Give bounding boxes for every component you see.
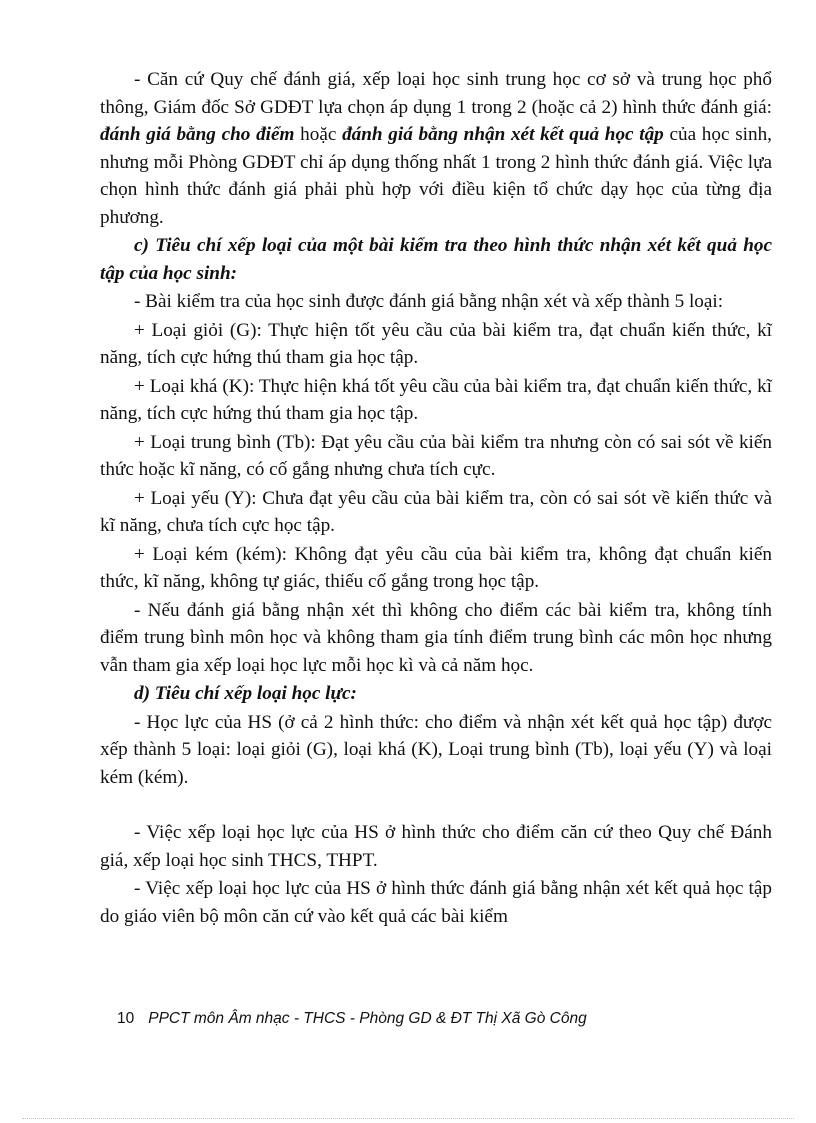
paragraph-text: của học sinh, nhưng mỗi Phòng GDĐT chỉ áp dụng thống nhất 1 trong 2 hình thức đánh giá. Việc lựa chọn hình thức đánh giá phải phù hợp với điều kiện tổ chức dạy học của từng địa phương. [100, 124, 772, 228]
paragraph-score-classification: - Việc xếp loại học lực của HS ở hình thức cho điểm căn cứ theo Quy chế Đánh giá, xếp loại học sinh THCS, THPT. [100, 822, 772, 871]
paragraph-comment-no-score: - Nếu đánh giá bằng nhận xét thì không cho điểm các bài kiểm tra, không tính điểm trung bình môn học và không tham gia tính điểm trung bình các môn học nhưng vẫn tham gia xếp loại học lực mỗi học kì và cả năm học. [100, 599, 772, 676]
list-item-grade-average: + Loại trung bình (Tb): Đạt yêu cầu của bài kiểm tra nhưng còn có sai sót về kiến thức hoặc kĩ năng, có cố gắng nhưng chưa tích cực. [100, 431, 772, 480]
list-item-grade-good: + Loại giỏi (G): Thực hiện tốt yêu cầu của bài kiểm tra, đạt chuẩn kiến thức, kĩ năng, tích cực hứng thú tham gia học tập. [100, 319, 772, 368]
footer-text: PPCT môn Âm nhạc - THCS - Phòng GD & ĐT Thị Xã Gò Công [148, 1010, 587, 1027]
list-item-grade-fair: + Loại khá (K): Thực hiện khá tốt yêu cầu của bài kiểm tra, đạt chuẩn kiến thức, kĩ năng, tích cực hứng thú tham gia học tập. [100, 375, 772, 424]
page-number: 10 [117, 1010, 135, 1027]
page-bottom-divider [22, 1118, 794, 1119]
emphasis-score-evaluation: đánh giá bằng cho điểm [100, 124, 295, 145]
paragraph-spacer [100, 792, 772, 819]
paragraph-academic-levels: - Học lực của HS (ở cả 2 hình thức: cho điểm và nhận xét kết quả học tập) được xếp thành 5 loại: loại giỏi (G), loại khá (K), Loại trung bình (Tb), loại yếu (Y) và loại kém (kém). [100, 711, 772, 788]
paragraph-test-classification: - Bài kiểm tra của học sinh được đánh giá bằng nhận xét và xếp thành 5 loại: [134, 291, 724, 312]
document-body [100, 66, 772, 931]
paragraph-comment-classification: - Việc xếp loại học lực của HS ở hình thức đánh giá bằng nhận xét kết quả học tập do giáo viên bộ môn căn cứ vào kết quả các bài kiểm [100, 878, 772, 927]
paragraph-text: hoặc [294, 124, 343, 145]
list-item-grade-weak: + Loại yếu (Y): Chưa đạt yêu cầu của bài kiểm tra, còn có sai sót về kiến thức và kĩ năng, chưa tích cực học tập. [100, 487, 772, 536]
paragraph-text: - Căn cứ Quy chế đánh giá, xếp loại học sinh trung học cơ sở và trung học phổ thông, Giám đốc Sở GDĐT lựa chọn áp dụng 1 trong 2 (hoặc cả 2) hình thức đánh giá: [100, 69, 772, 118]
emphasis-comment-evaluation: đánh giá bằng nhận xét kết quả học tập [342, 124, 664, 145]
section-heading-d: d) Tiêu chí xếp loại học lực: [134, 683, 357, 704]
list-item-grade-poor: + Loại kém (kém): Không đạt yêu cầu của bài kiểm tra, không đạt chuẩn kiến thức, kĩ năng, không tự giác, thiếu cố gắng trong học tập. [100, 543, 772, 592]
section-heading-c: c) Tiêu chí xếp loại của một bài kiểm tra theo hình thức nhận xét kết quả học tập của học sinh: [100, 235, 772, 284]
paragraph-evaluation-basis [100, 66, 772, 231]
page-footer [117, 1010, 587, 1028]
